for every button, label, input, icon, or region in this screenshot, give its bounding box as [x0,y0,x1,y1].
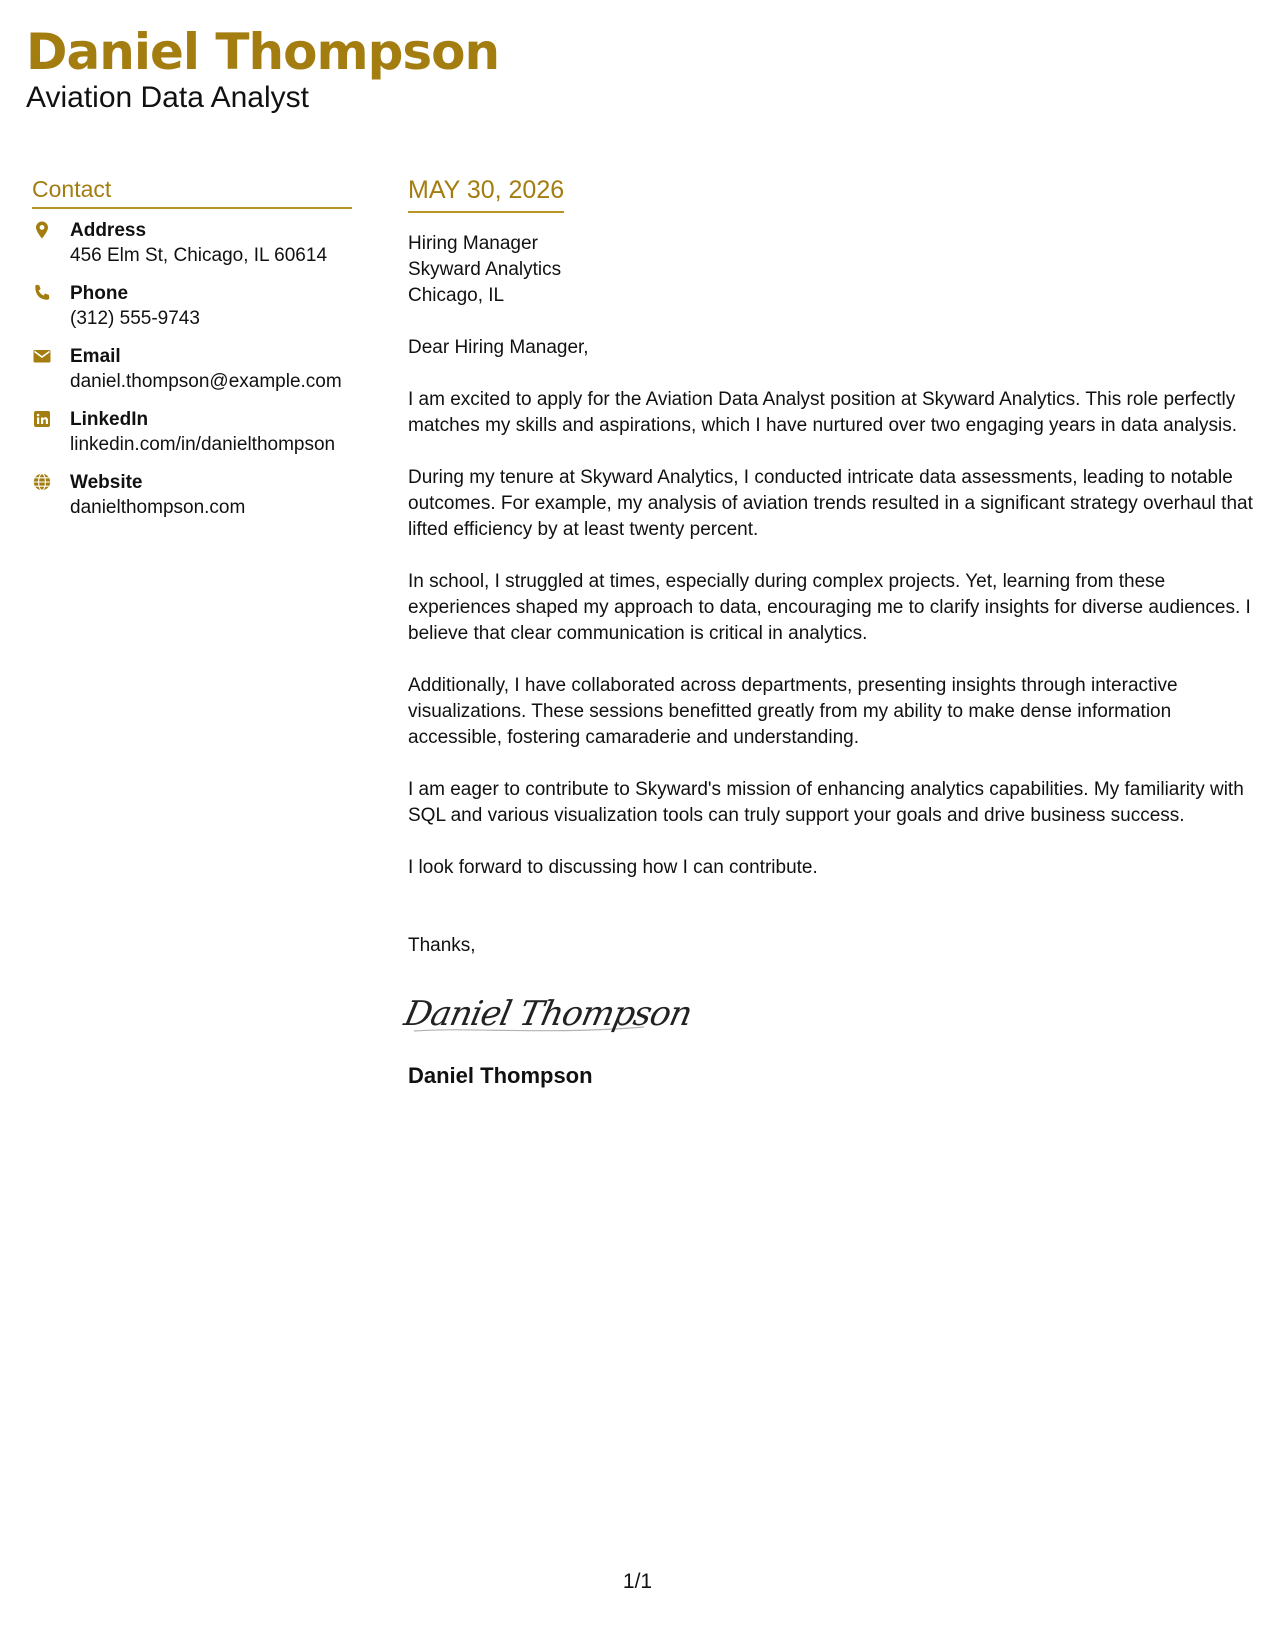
page-number: 1/1 [622,1570,653,1593]
address-value: 456 Elm St, Chicago, IL 60614 [70,245,328,266]
letter-paragraph: I am excited to apply for the Aviation Data Analyst position at Skyward Analytics. This role perfectly matches my skills and aspirations, which I have nurtured over two engaging years in data analysis. [408,389,1238,436]
recipient-block [408,231,1258,309]
letter-body [400,176,1258,1089]
letter-paragraph: I am eager to contribute to Skyward's mission of enhancing analytics capabilities. My familiarity with SQL and various visualization tools can truly support your goals and drive business success. [408,779,1244,826]
contact-item-phone [32,282,352,331]
contact-item-address [32,219,352,268]
contact-label: LinkedIn [70,409,149,430]
contact-item-linkedin [32,408,352,457]
contact-sidebar [32,176,352,534]
phone-value: (312) 555-9743 [70,308,200,329]
contact-label: Address [70,220,147,241]
contact-label: Phone [70,283,129,304]
signed-name: Daniel Thompson [408,1063,593,1088]
handwritten-signature [400,981,1258,1045]
map-pin-icon [32,220,54,242]
letter-paragraph: In school, I struggled at times, especially during complex projects. Yet, learning from these experiences shaped my approach to data, encouraging me to clarify insights for diverse audiences. I believe that clear communication is critical in analytics. [408,571,1251,644]
letter-date: MAY 30, 2026 [408,176,564,213]
globe-icon [32,472,54,494]
linkedin-icon [32,409,54,431]
recipient-line: Skyward Analytics [408,259,562,280]
phone-icon [32,283,54,305]
contact-list [32,219,352,520]
salutation: Dear Hiring Manager, [408,337,589,358]
job-title: Aviation Data Analyst [26,81,309,114]
linkedin-value[interactable]: linkedin.com/in/danielthompson [70,434,336,455]
contact-label: Website [70,472,143,493]
contact-section-title: Contact [32,176,352,209]
envelope-icon [32,346,54,368]
website-value[interactable]: danielthompson.com [70,497,246,518]
letter-paragraph: Additionally, I have collaborated across departments, presenting insights through interactive visualizations. These sessions benefitted greatly from my ability to make dense information accessible, fostering camaraderie and understanding. [408,675,1178,748]
recipient-line: Hiring Manager [408,233,538,254]
signature-text: Daniel Thompson [400,994,696,1034]
contact-item-website [32,471,352,520]
email-value[interactable]: daniel.thompson@example.com [70,371,342,392]
closing: Thanks, [408,935,476,956]
letter-paragraph: I look forward to discussing how I can contribute. [408,857,818,878]
contact-item-email [32,345,352,394]
recipient-line: Chicago, IL [408,285,505,306]
applicant-name: Daniel Thompson [26,23,500,81]
letter-paragraph: During my tenure at Skyward Analytics, I conducted intricate data assessments, leading to notable outcomes. For example, my analysis of aviation trends resulted in a significant strategy overhaul that lifted efficiency by at least twenty percent. [408,467,1253,540]
contact-label: Email [70,346,121,367]
header [26,22,499,116]
